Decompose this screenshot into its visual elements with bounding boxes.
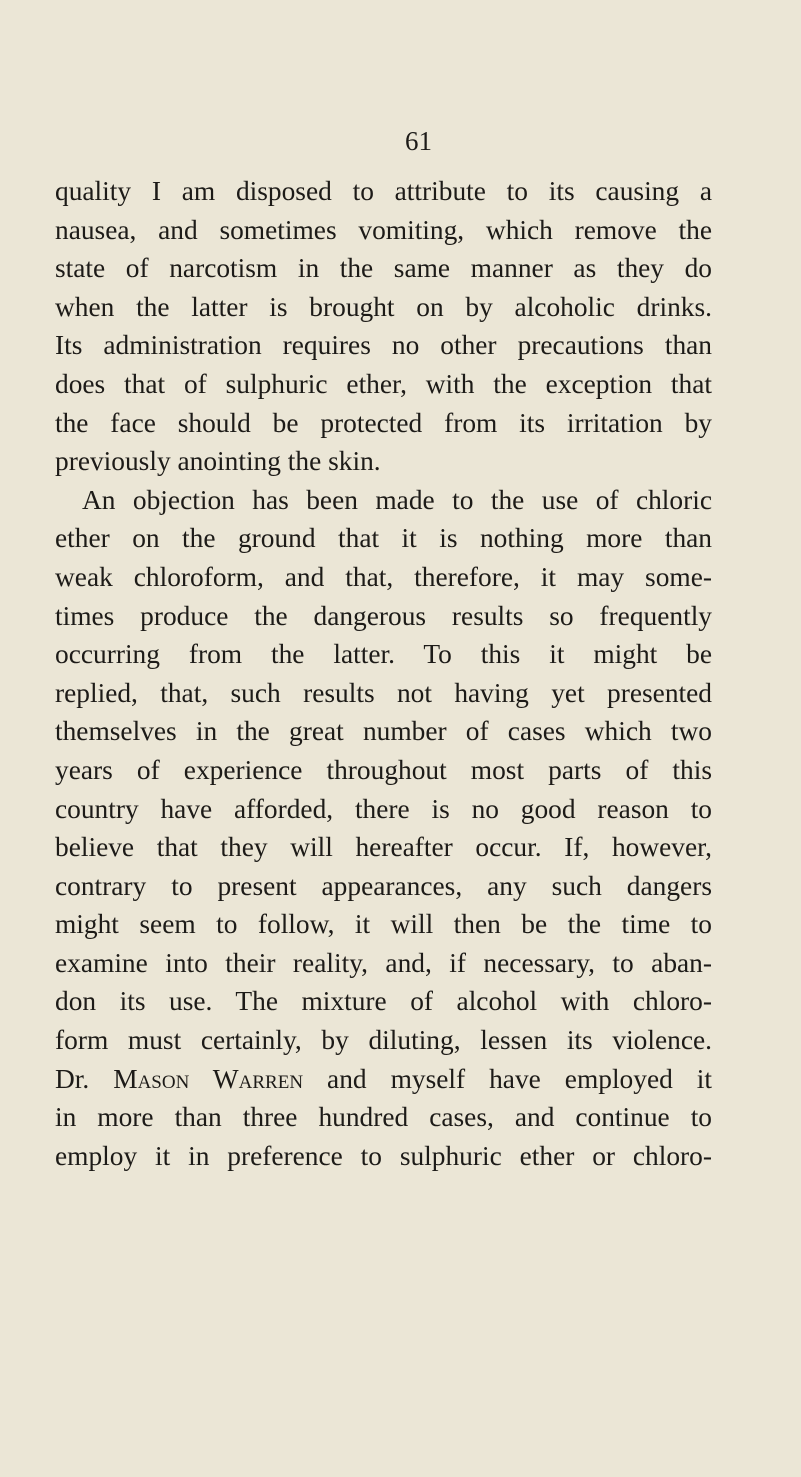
- text-line: Its administration requires no other precautions than: [55, 330, 712, 361]
- person-name: Mason Warren: [113, 1063, 304, 1094]
- text-fragment: Dr.: [55, 1063, 114, 1094]
- text-line: times produce the dangerous results so frequently: [55, 600, 712, 631]
- text-line: years of experience throughout most parts of this: [55, 754, 712, 785]
- text-line: quality I am disposed to attribute to its causing a: [55, 176, 712, 206]
- text-line: state of narcotism in the same manner as they do: [55, 253, 712, 284]
- text-line: examine into their reality, and, if necessary, to aban-: [55, 947, 712, 978]
- text-line: ether on the ground that it is nothing more than: [55, 523, 712, 554]
- text-line: weak chloroform, and that, therefore, it may some-: [55, 561, 712, 592]
- text-line: employ it in preference to sulphuric ether or chloro-: [55, 1140, 712, 1171]
- page-number: 61: [405, 126, 432, 156]
- text-line: replied, that, such results not having yet presented: [55, 677, 712, 708]
- text-line: don its use. The mixture of alcohol with chloro-: [55, 986, 712, 1017]
- text-line: nausea, and sometimes vomiting, which remove the: [55, 214, 712, 245]
- text-line: the face should be protected from its irritation by: [55, 407, 712, 438]
- text-line: occurring from the latter. To this it might be: [55, 639, 712, 670]
- body-text: [55, 172, 712, 1175]
- text-line: might seem to follow, it will then be the time to: [55, 909, 712, 940]
- text-line: does that of sulphuric ether, with the exception that: [55, 368, 712, 399]
- text-fragment: and myself have employed it: [303, 1063, 713, 1094]
- text-line: [55, 1060, 712, 1099]
- text-line: in more than three hundred cases, and continue to: [55, 1102, 712, 1133]
- text-line: form must certainly, by diluting, lessen its violence.: [55, 1025, 712, 1056]
- text-line: when the latter is brought on by alcoholic drinks.: [55, 291, 712, 322]
- text-line: themselves in the great number of cases which two: [55, 716, 712, 747]
- paragraph-end-line: previously anointing the skin.: [55, 446, 381, 477]
- text-line: country have afforded, there is no good reason to: [55, 793, 712, 824]
- text-line: believe that they will hereafter occur. If, however,: [55, 832, 712, 863]
- paragraph-start-line: An objection has been made to the use of chloric: [82, 484, 712, 515]
- text-line: contrary to present appearances, any such dangers: [55, 870, 712, 901]
